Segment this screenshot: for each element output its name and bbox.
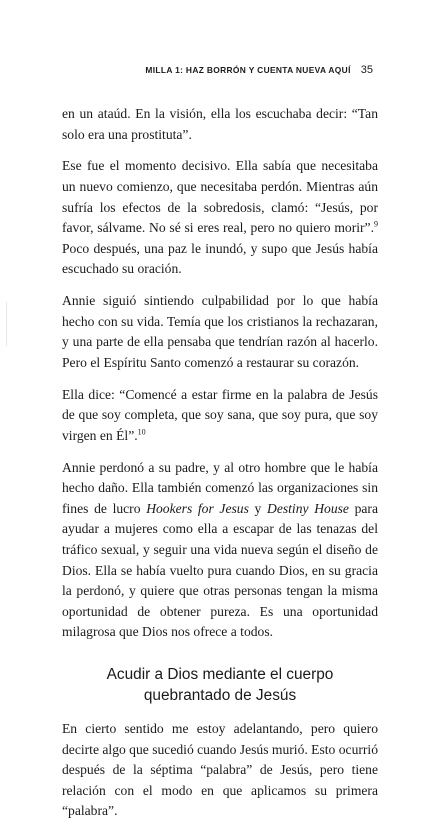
paragraph-5: [62, 458, 378, 643]
organization-name-2: Destiny House: [267, 500, 349, 516]
paragraph-2-text-a: Ese fue el momento decisivo. Ella sabía que necesitaba un nuevo comienzo, que necesitaba perdón. Mientras aún sufría los efectos de la sobredosis, clamó: “Jesús, por favor, sálvame. No sé si eres real, pero no quiero morir”.: [62, 158, 378, 236]
section-paragraph-1-text: En cierto sentido me estoy adelantando, pero quiero decirte algo que sucedió cuando Jesús murió. Esto ocurrió después de la séptima “palabra” de Jesús, pero tiene relación con el modo en que aplicamos su primera “palabra”.: [62, 721, 378, 819]
paragraph-5-text-c: para ayudar a mujeres como ella a escapar de las tenazas del tráfico sexual, y seguir una vida nueva según el diseño de Dios. Ella se había vuelto pura cuando Dios, en su gracia la perdonó, y quiere que otras personas tengan la misma oportunidad de obtener pureza. Es una oportunidad milagrosa que Dios nos ofrece a todos.: [62, 500, 378, 640]
paragraph-1-text: en un ataúd. En la visión, ella los escuchaba decir: “Tan solo era una prostituta”.: [62, 106, 378, 142]
paragraph-4: [62, 385, 378, 447]
section-heading: Acudir a Dios mediante el cuerpo quebrantado de Jesús: [106, 666, 334, 704]
running-head: [145, 64, 373, 76]
paragraph-2: [62, 156, 378, 280]
paragraph-5-text-b: y: [248, 500, 268, 516]
paragraph-3-text: Annie siguió sintiendo culpabilidad por lo que había hecho con su vida. Temía que los cristianos la rechazaran, y una parte de ella pensaba que tendrían razón al hacerlo. Pero el Espíritu Santo comenzó a restaurar su corazón.: [62, 293, 378, 370]
organization-name-1: Hookers for Jesus: [146, 500, 249, 516]
footnote-marker-10[interactable]: 10: [137, 427, 146, 437]
paragraph-4-text: Ella dice: “Comencé a estar firme en la palabra de Jesús de que soy completa, que soy sana, que soy pura, que soy virgen en Él”.: [62, 386, 378, 443]
page-number: 35: [360, 64, 373, 76]
paragraph-5-text-a: Annie perdonó a su padre, y al otro hombre que le había hecho daño. Ella también comenzó las organizaciones sin fines de lucro: [62, 459, 378, 516]
margin-shadow: [6, 302, 9, 346]
paragraph-3: [62, 291, 378, 373]
running-title: MILLA 1: HAZ BORRÓN Y CUENTA NUEVA AQUÍ: [145, 65, 351, 75]
paragraph-1: [62, 104, 378, 145]
footnote-marker-9[interactable]: 9: [374, 219, 378, 229]
body-text: [62, 104, 378, 833]
paragraph-2-text-b: Poco después, una paz le inundó, y supo que Jesús había escuchado su oración.: [62, 240, 378, 277]
section-paragraph-1: [62, 719, 378, 822]
